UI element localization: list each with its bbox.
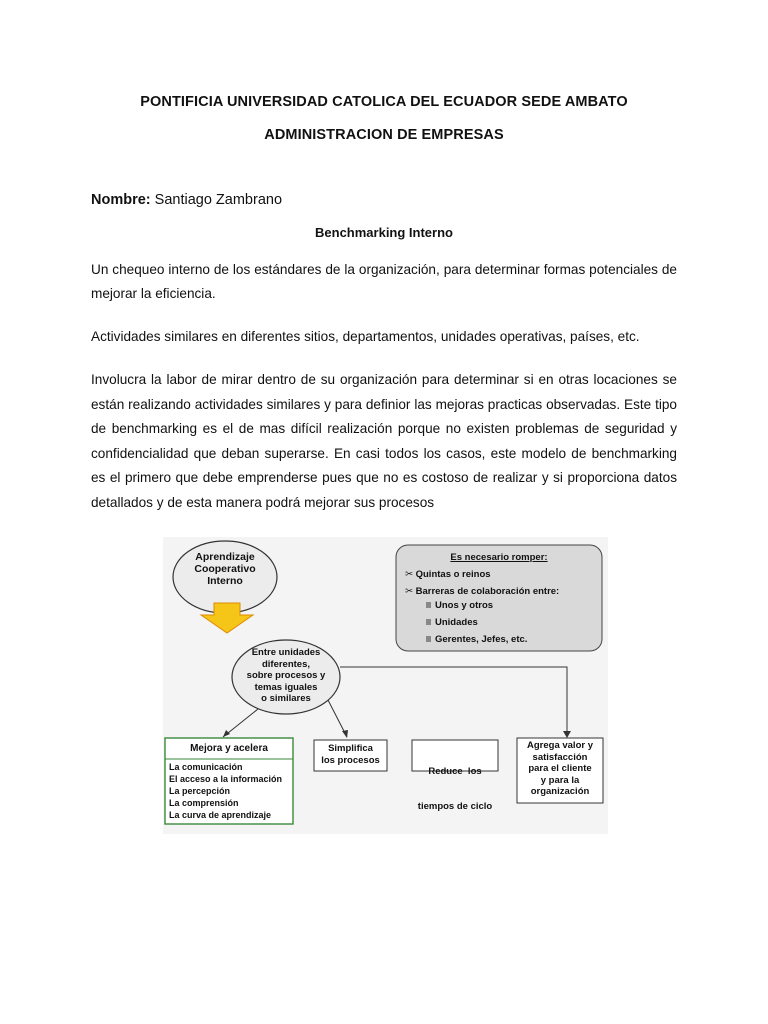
- student-name: Santiago Zambrano: [154, 192, 283, 208]
- reduce-box-text: Reduce los tiempos de ciclo: [417, 766, 493, 812]
- paragraph-1: Un chequeo interno de los estándares de la organización, para determinar formas potenciales de mejorar la eficiencia.: [91, 262, 677, 302]
- subitem-bullet: [426, 602, 431, 608]
- simplifica-box-text: Simplifica los procesos: [321, 743, 380, 766]
- name-label: Nombre:: [91, 192, 151, 208]
- institution-heading: PONTIFICIA UNIVERSIDAD CATOLICA DEL ECUADOR SEDE AMBATO: [140, 94, 628, 110]
- scissors-icon: ✂: [405, 586, 413, 597]
- break-box-item-1: ✂ Quintas o reinos: [405, 569, 491, 580]
- center-circle-text: Entre unidades diferentes, sobre procesos y temas iguales o similares: [246, 647, 326, 704]
- list-item: La curva de aprendizaje: [169, 810, 272, 820]
- break-box-heading: Es necesario romper:: [450, 552, 548, 563]
- arrowhead-mejora: [223, 730, 230, 737]
- list-item: La percepción: [169, 786, 231, 796]
- break-box-subitem: Unos y otros: [435, 600, 494, 611]
- mejora-box-heading: Mejora y acelera: [190, 743, 268, 754]
- student-name-line: [91, 192, 282, 208]
- paragraph-3: Involucra la labor de mirar dentro de su organización para determinar si en otras locaciones se están realizando actividades similares y para definior las mejoras practicas observadas. Este tipo de benchmarking es el de mas difícil realización porque no existen problemas de seguridad y confidencialidad que deban superarse. En casi todos los casos, este modelo de benchmarking es el primero que debe emprenderse pues que no es costoso de realizar y si proporciona datos detallados y de esta manera podrá mejorar sus procesos: [91, 372, 677, 510]
- list-item: La comprensión: [169, 798, 239, 808]
- benchmarking-diagram: [163, 537, 608, 834]
- list-item: La comunicación: [169, 762, 243, 772]
- subitem-bullet: [426, 636, 431, 642]
- arrowhead-simplifica: [342, 730, 348, 738]
- break-box-item-2: ✂ Barreras de colaboración entre:: [405, 586, 560, 597]
- agrega-box-text: Agrega valor y satisfacción para el cliente y para la organización: [527, 740, 593, 797]
- document-title: Benchmarking Interno: [315, 225, 453, 240]
- career-heading: ADMINISTRACION DE EMPRESAS: [264, 127, 504, 143]
- break-box-subitem: Gerentes, Jefes, etc.: [435, 634, 528, 645]
- list-item: El acceso a la información: [169, 774, 283, 784]
- scissors-icon: ✂: [405, 569, 413, 580]
- break-box-subitem: Unidades: [435, 617, 478, 628]
- top-circle-text: Aprendizaje Cooperativo Interno: [194, 551, 256, 587]
- mejora-box-list: [169, 761, 293, 821]
- subitem-bullet: [426, 619, 431, 625]
- line-to-agrega: [340, 667, 567, 733]
- arrowhead-agrega: [563, 731, 571, 738]
- paragraph-2: Actividades similares en diferentes sitios, departamentos, unidades operativas, países, etc.: [91, 329, 640, 344]
